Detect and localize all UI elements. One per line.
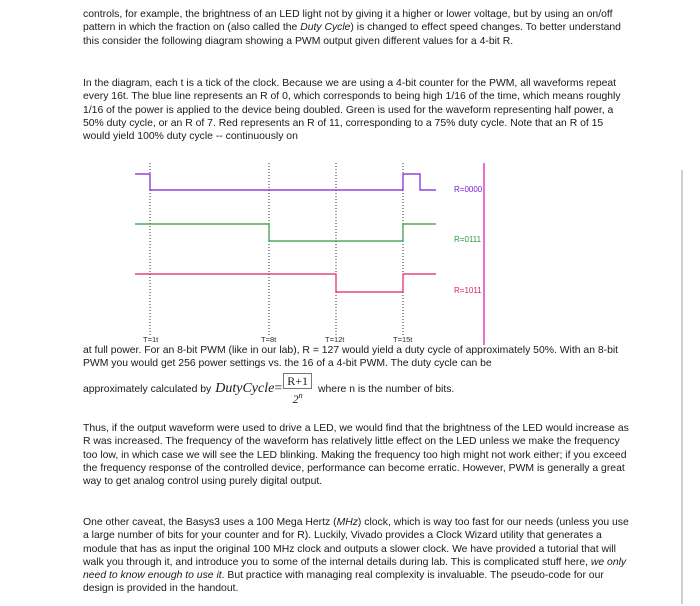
- led-brightness-paragraph: Thus, if the output waveform were used to drive a LED, we would find that the brightness of the LED would increase as R was increased. The frequency of the waveform has relatively little effect on the LED unless we make the frequency too low, in which case we will see the LED blinking. Making the frequency too high might not work either; if you exceed the frequency response of the controlled device, performance can become erratic. However, PWM is generally a great way to get analog control using purely digital output.: [83, 423, 629, 488]
- waveform-r0000: [135, 174, 436, 190]
- text-run: . But practice with managing real complexity is invaluable. The pseudo-code for our design is provided in the handout.: [83, 570, 604, 595]
- denominator-base: 2: [292, 391, 299, 406]
- tick-label-8: T=8t: [261, 335, 277, 344]
- duty-cycle-formula-line: [83, 372, 454, 406]
- label-r0111: R=0111: [454, 235, 482, 244]
- text-run: ) clock, which is way too fast for our needs (unless you use a large number of bits for your counter and for R). Luckily, Vivado provides a Clock Wizard utility that generates a module that has as input the original 100 MHz clock and outputs a slower clock. We have provided a tutorial that will walk you through it, and introduce you to some of the internal details during lab. This is complicated stuff here,: [83, 517, 629, 568]
- scrollbar-track[interactable]: [681, 170, 683, 604]
- formula-denominator: [293, 389, 303, 406]
- text-run: ) is changed to effect speed changes. To better understand this consider the following diagram showing a PWM output given different values for a 4-bit R.: [83, 22, 621, 47]
- tick-label-1: T=1t: [143, 335, 159, 344]
- formula-equals: =: [274, 381, 283, 396]
- tick-label-12: T=12t: [325, 335, 345, 344]
- formula-trailing-text: where n is the number of bits.: [318, 383, 455, 395]
- formula-fraction: [283, 373, 312, 406]
- formula-lhs: DutyCycle: [215, 381, 275, 396]
- formula-numerator: R+1: [283, 373, 312, 389]
- text-run: One other caveat, the Basys3 uses a 100 Mega Hertz (: [83, 517, 337, 528]
- waveform-r0111: [135, 224, 436, 241]
- mhz-term: MHz: [336, 517, 358, 528]
- duty-cycle-term: Duty Cycle: [300, 22, 351, 34]
- denominator-exponent: n: [298, 390, 303, 400]
- eight-bit-paragraph: at full power. For an 8-bit PWM (like in our lab), R = 127 would yield a duty cycle of approximately 50%. With an 8-bit PWM you would get 256 power settings vs. the 16 of a 4-bit PWM. The duty cycle can be: [83, 345, 619, 370]
- diagram-explanation-paragraph: In the diagram, each t is a tick of the clock. Because we are using a 4-bit counter for the PWM, all waveforms repeat every 16t. The blue line represents an R of 0, which corresponds to being high 1/16 of the time, which means roughly 1/16 of the power is applied to the device being doubled. Green is used for the waveform representing half power, a 50% duty cycle, or an R of 7. Red represents an R of 11, corresponding to a 75% duty cycle. Note that an R of 15 would yield 100% duty cycle -- continuously on: [83, 78, 621, 143]
- clock-caveat-paragraph: [83, 516, 631, 596]
- label-r0000: R=0000: [454, 185, 483, 194]
- text-run: controls, for example, the brightness of an LED light not by giving it a higher or lower voltage, but by using an on/off pattern in which the fraction on (also called the: [83, 9, 613, 34]
- label-r1011: R=1011: [454, 286, 482, 295]
- formula-lead-text: approximately calculated by: [83, 383, 212, 395]
- waveform-r1011: [135, 274, 436, 292]
- emphasis-text: we only need to know enough to use it: [83, 556, 627, 582]
- tick-label-15: T=15t: [393, 335, 413, 344]
